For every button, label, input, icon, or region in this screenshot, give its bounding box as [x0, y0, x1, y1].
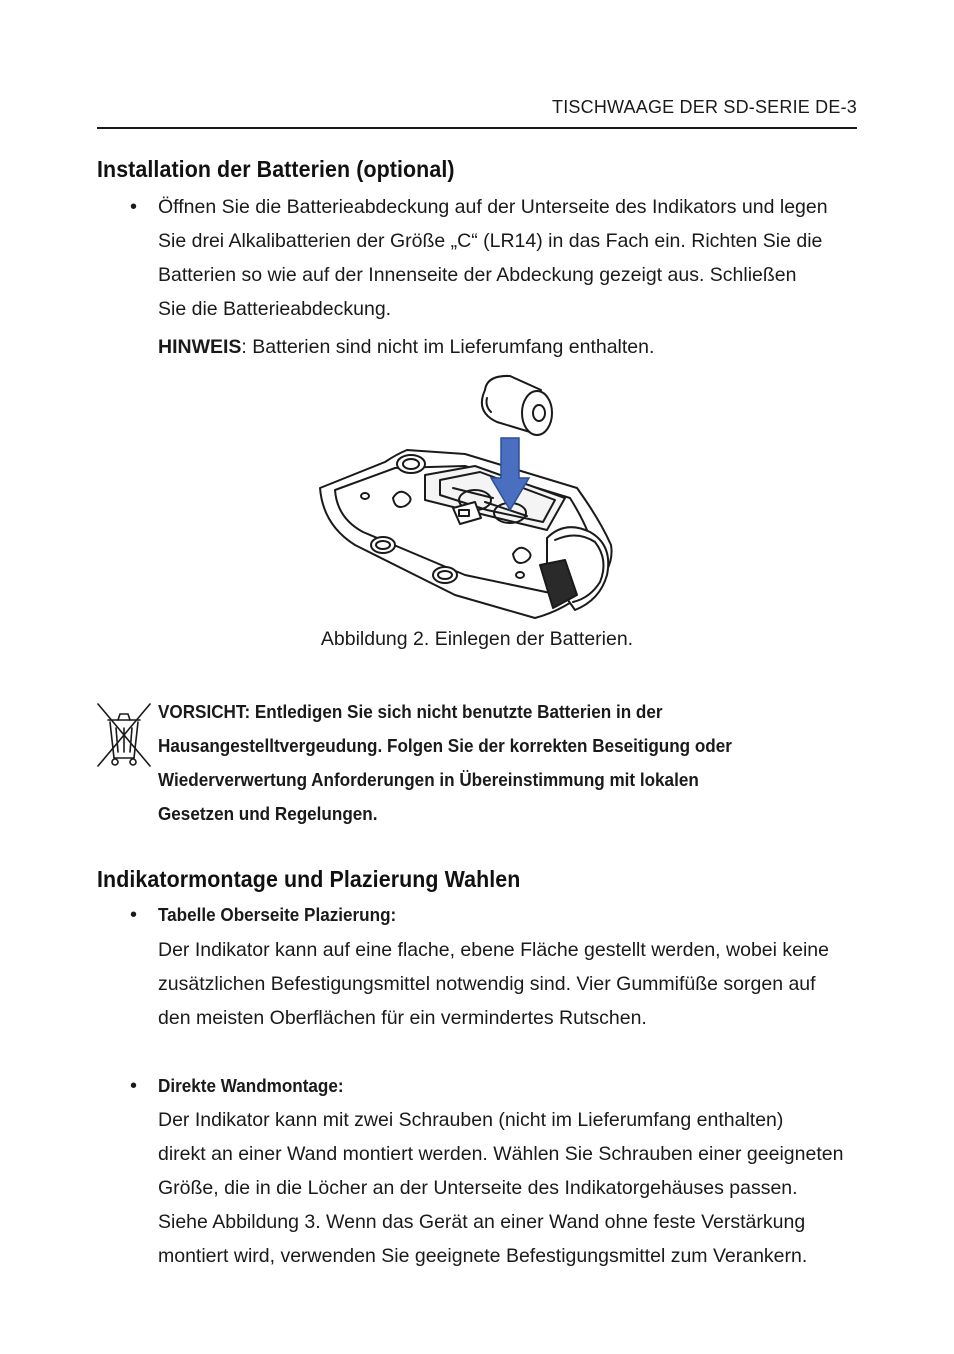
- text-line: Wiederverwertung Anforderungen in Übereinstimmung mit lokalen: [158, 770, 699, 790]
- figure-caption: Abbildung 2. Einlegen der Batterien.: [320, 628, 634, 650]
- text-line: Batterien so wie auf der Innenseite der Abdeckung gezeigt aus. Schließen: [158, 264, 797, 286]
- text-line: montiert wird, verwenden Sie geeignete Befestigungsmittel zum Verankern.: [158, 1245, 808, 1267]
- text-line: Siehe Abbildung 3. Wenn das Gerät an einer Wand ohne feste Verstärkung: [158, 1211, 806, 1233]
- battery-insertion-figure: [315, 370, 615, 630]
- tabletop-description: [158, 933, 868, 1035]
- bullet-icon: •: [130, 1075, 138, 1097]
- text-line: Größe, die in die Löcher an der Unterseite des Indikatorgehäuses passen.: [158, 1177, 798, 1199]
- note-text: : Batterien sind nicht im Lieferumfang enthalten.: [241, 336, 655, 358]
- text-line: Der Indikator kann auf eine flache, ebene Fläche gestellt werden, wobei keine: [158, 939, 829, 961]
- bullet-icon: •: [130, 196, 138, 218]
- bullet-icon: •: [130, 904, 138, 926]
- text-line: den meisten Oberflächen für ein vermindertes Rutschen.: [158, 1007, 647, 1029]
- text-line: zusätzlichen Befestigungsmittel notwendig sind. Vier Gummifüße sorgen auf: [158, 973, 816, 995]
- running-header: TISCHWAAGE DER SD-SERIE DE-3: [552, 97, 857, 117]
- caution-text: [158, 695, 814, 831]
- section-title-battery-installation: Installation der Batterien (optional): [97, 156, 455, 182]
- text-line: VORSICHT: Entledigen Sie sich nicht benutzte Batterien in der: [158, 702, 663, 722]
- item-label-wall-mount: Direkte Wandmontage:: [158, 1076, 344, 1096]
- text-line: direkt an einer Wand montiert werden. Wählen Sie Schrauben einer geeigneten: [158, 1143, 844, 1165]
- battery-insertion-illustration: [315, 370, 615, 625]
- item-label-tabletop: Tabelle Oberseite Plazierung:: [158, 905, 397, 925]
- text-line: Öffnen Sie die Batterieabdeckung auf der Unterseite des Indikators und legen: [158, 196, 828, 218]
- wall-mount-description: [158, 1103, 868, 1273]
- battery-note: [158, 330, 868, 364]
- crossed-out-bin-icon: [96, 702, 152, 773]
- note-label: HINWEIS: [158, 336, 242, 358]
- header-rule: [97, 127, 857, 129]
- battery-instructions: [158, 190, 868, 326]
- text-line: Sie die Batterieabdeckung.: [158, 298, 392, 320]
- section-title-mounting: Indikatormontage und Plazierung Wahlen: [97, 866, 521, 892]
- text-line: Der Indikator kann mit zwei Schrauben (nicht im Lieferumfang enthalten): [158, 1109, 784, 1131]
- text-line: Sie drei Alkalibatterien der Größe „C“ (LR14) in das Fach ein. Richten Sie die: [158, 230, 823, 252]
- text-line: Gesetzen und Regelungen.: [158, 804, 378, 824]
- text-line: Hausangestelltvergeudung. Folgen Sie der korrekten Beseitigung oder: [158, 736, 732, 756]
